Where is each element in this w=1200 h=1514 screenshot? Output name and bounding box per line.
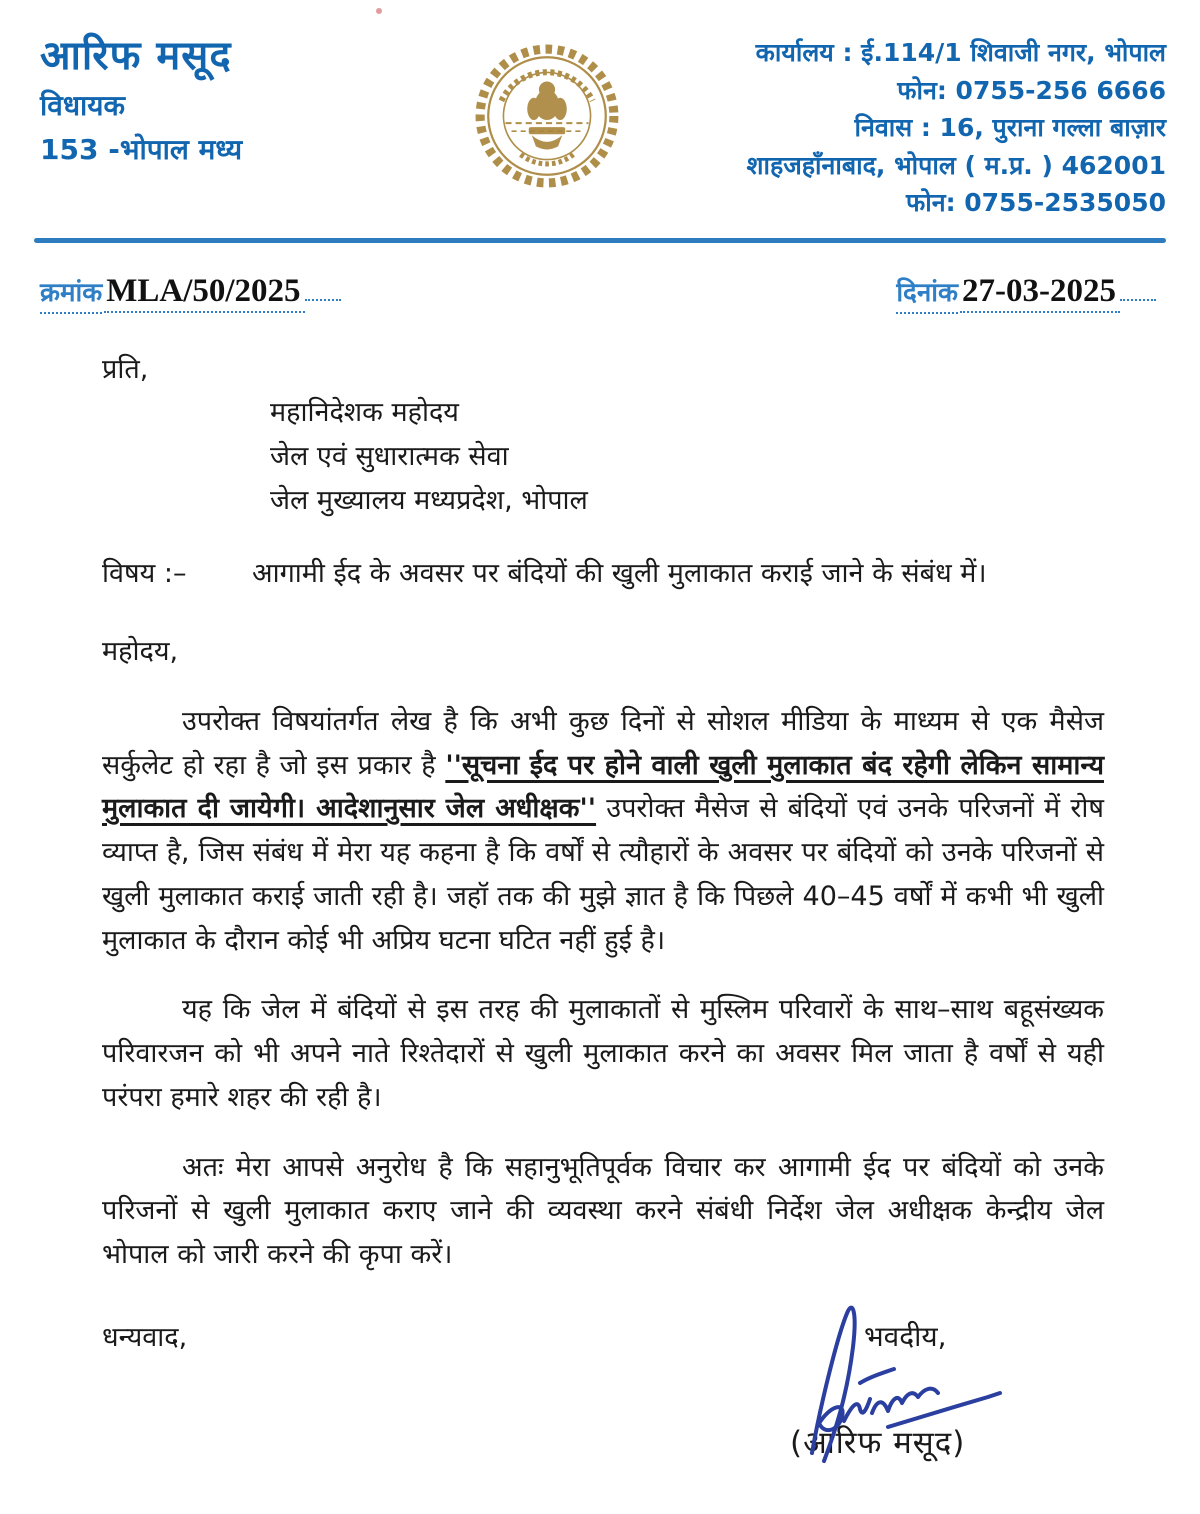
subject-row [102,552,1104,596]
serial-label: क्रमांक [40,273,102,314]
date-label: दिनांक [896,273,958,314]
office-address: कार्यालय : ई.114/1 शिवाजी नगर, भोपाल [755,38,1166,67]
residence-city: शाहजहॉंनाबाद, भोपाल ( म.प्र. ) 462001 [746,150,1166,180]
subject-label: विषय :– [102,558,187,590]
letterhead-right-block [734,34,1166,222]
letterhead-emblem-area [360,34,734,192]
circulated-message-quote: ''सूचना ईद पर होने वाली खुली मुलाकात बंद रहेगी लेकिन सामान्य मुलाकात दी जायेगी। आदेशानुसार जेल अधीक्षक'' [102,749,1104,825]
paragraph-1-lead: उपरोक्त विषयांतर्गत लेख है कि अभी कुछ दिनों से सोशल मीडिया के माध्यम से एक मैसेज सर्कुलेट हो रहा है जो इस प्रकार है [102,705,1104,781]
reference-row [0,243,1200,314]
addressee-line: जेल एवं सुधारात्मक सेवा [270,440,509,472]
letterhead-left-block [40,34,360,168]
serial-number-group [40,273,341,314]
closing-row [0,1277,1200,1507]
scan-artifact-dot [376,8,382,14]
letter-body [0,314,1200,1277]
to-label: प्रति, [102,353,149,385]
thanks-text: धन्यवाद, [102,1321,188,1353]
office-phone: फोन: 0755-256 6666 [897,75,1166,105]
signatory-name: (आरिफ मसूद) [790,1424,966,1461]
body-paragraph-1 [102,700,1104,962]
paragraph-1-rest: उपरोक्त मैसेज से बंदियों एवं उनके परिजनों में रोष व्याप्त है, जिस संबंध में मेरा यह कहना है कि वर्षों से त्यौहारों के अवसर पर बंदियों को उनके परिजनों से खुली मुलाकात कराई जाती रही है। जहॉ तक की मुझे ज्ञात है कि पिछले 40–45 वर्षों में कभी भी खुली मुलाकात के दौरान कोई भी अप्रिय घटना घटित नहीं हुई है। [102,793,1104,956]
body-paragraph-2: यह कि जेल में बंदियों से इस तरह की मुलाकातों से मुस्लिम परिवारों के साथ–साथ बहूसंख्यक परिवारजन को भी अपने नाते रिश्तेदारों से खुली मुलाकात करने का अवसर मिल जाता है वर्षों से यही परंपरा हमारे शहर की रही है। [102,994,1104,1113]
serial-value: MLA/50/2025 [104,273,304,313]
mla-constituency: 153 -भोपाल मध्य [40,133,243,166]
serial-dotted-line [305,279,341,301]
date-value: 27-03-2025 [960,273,1120,313]
addressee-line: जेल मुख्यालय मध्यप्रदेश, भोपाल [270,484,588,516]
mla-name: आरिफ मसूद [40,33,232,79]
greeting: महोदय, [102,636,179,668]
valediction: भवदीय, [864,1319,947,1353]
subject-text: आगामी ईद के अवसर पर बंदियों की खुली मुलाकात कराई जाने के संबंध में। [252,558,987,590]
signature-icon [798,1303,1018,1473]
mla-designation: विधायक [40,89,126,122]
date-dotted-line [1120,279,1156,301]
letterhead [0,0,1200,222]
assembly-seal-icon [471,40,623,192]
body-paragraph-3: अतः मेरा आपसे अनुरोध है कि सहानुभूतिपूर्वक विचार कर आगामी ईद पर बंदियों को उनके परिजनों से खुली मुलाकात कराए जाने की व्यवस्था करने संबंधी निर्देश जेल अधीक्षक केन्द्रीय जेल भोपाल को जारी करने की कृपा करें। [102,1151,1104,1270]
signature-block [780,1317,1070,1507]
date-group [896,273,1156,314]
residence-phone: फोन: 0755-2535050 [905,188,1166,217]
addressee-block [270,391,1104,522]
addressee-line: महानिदेशक महोदय [270,397,459,429]
residence-address: निवास : 16, पुराना गल्ला बाज़ार [854,113,1166,142]
